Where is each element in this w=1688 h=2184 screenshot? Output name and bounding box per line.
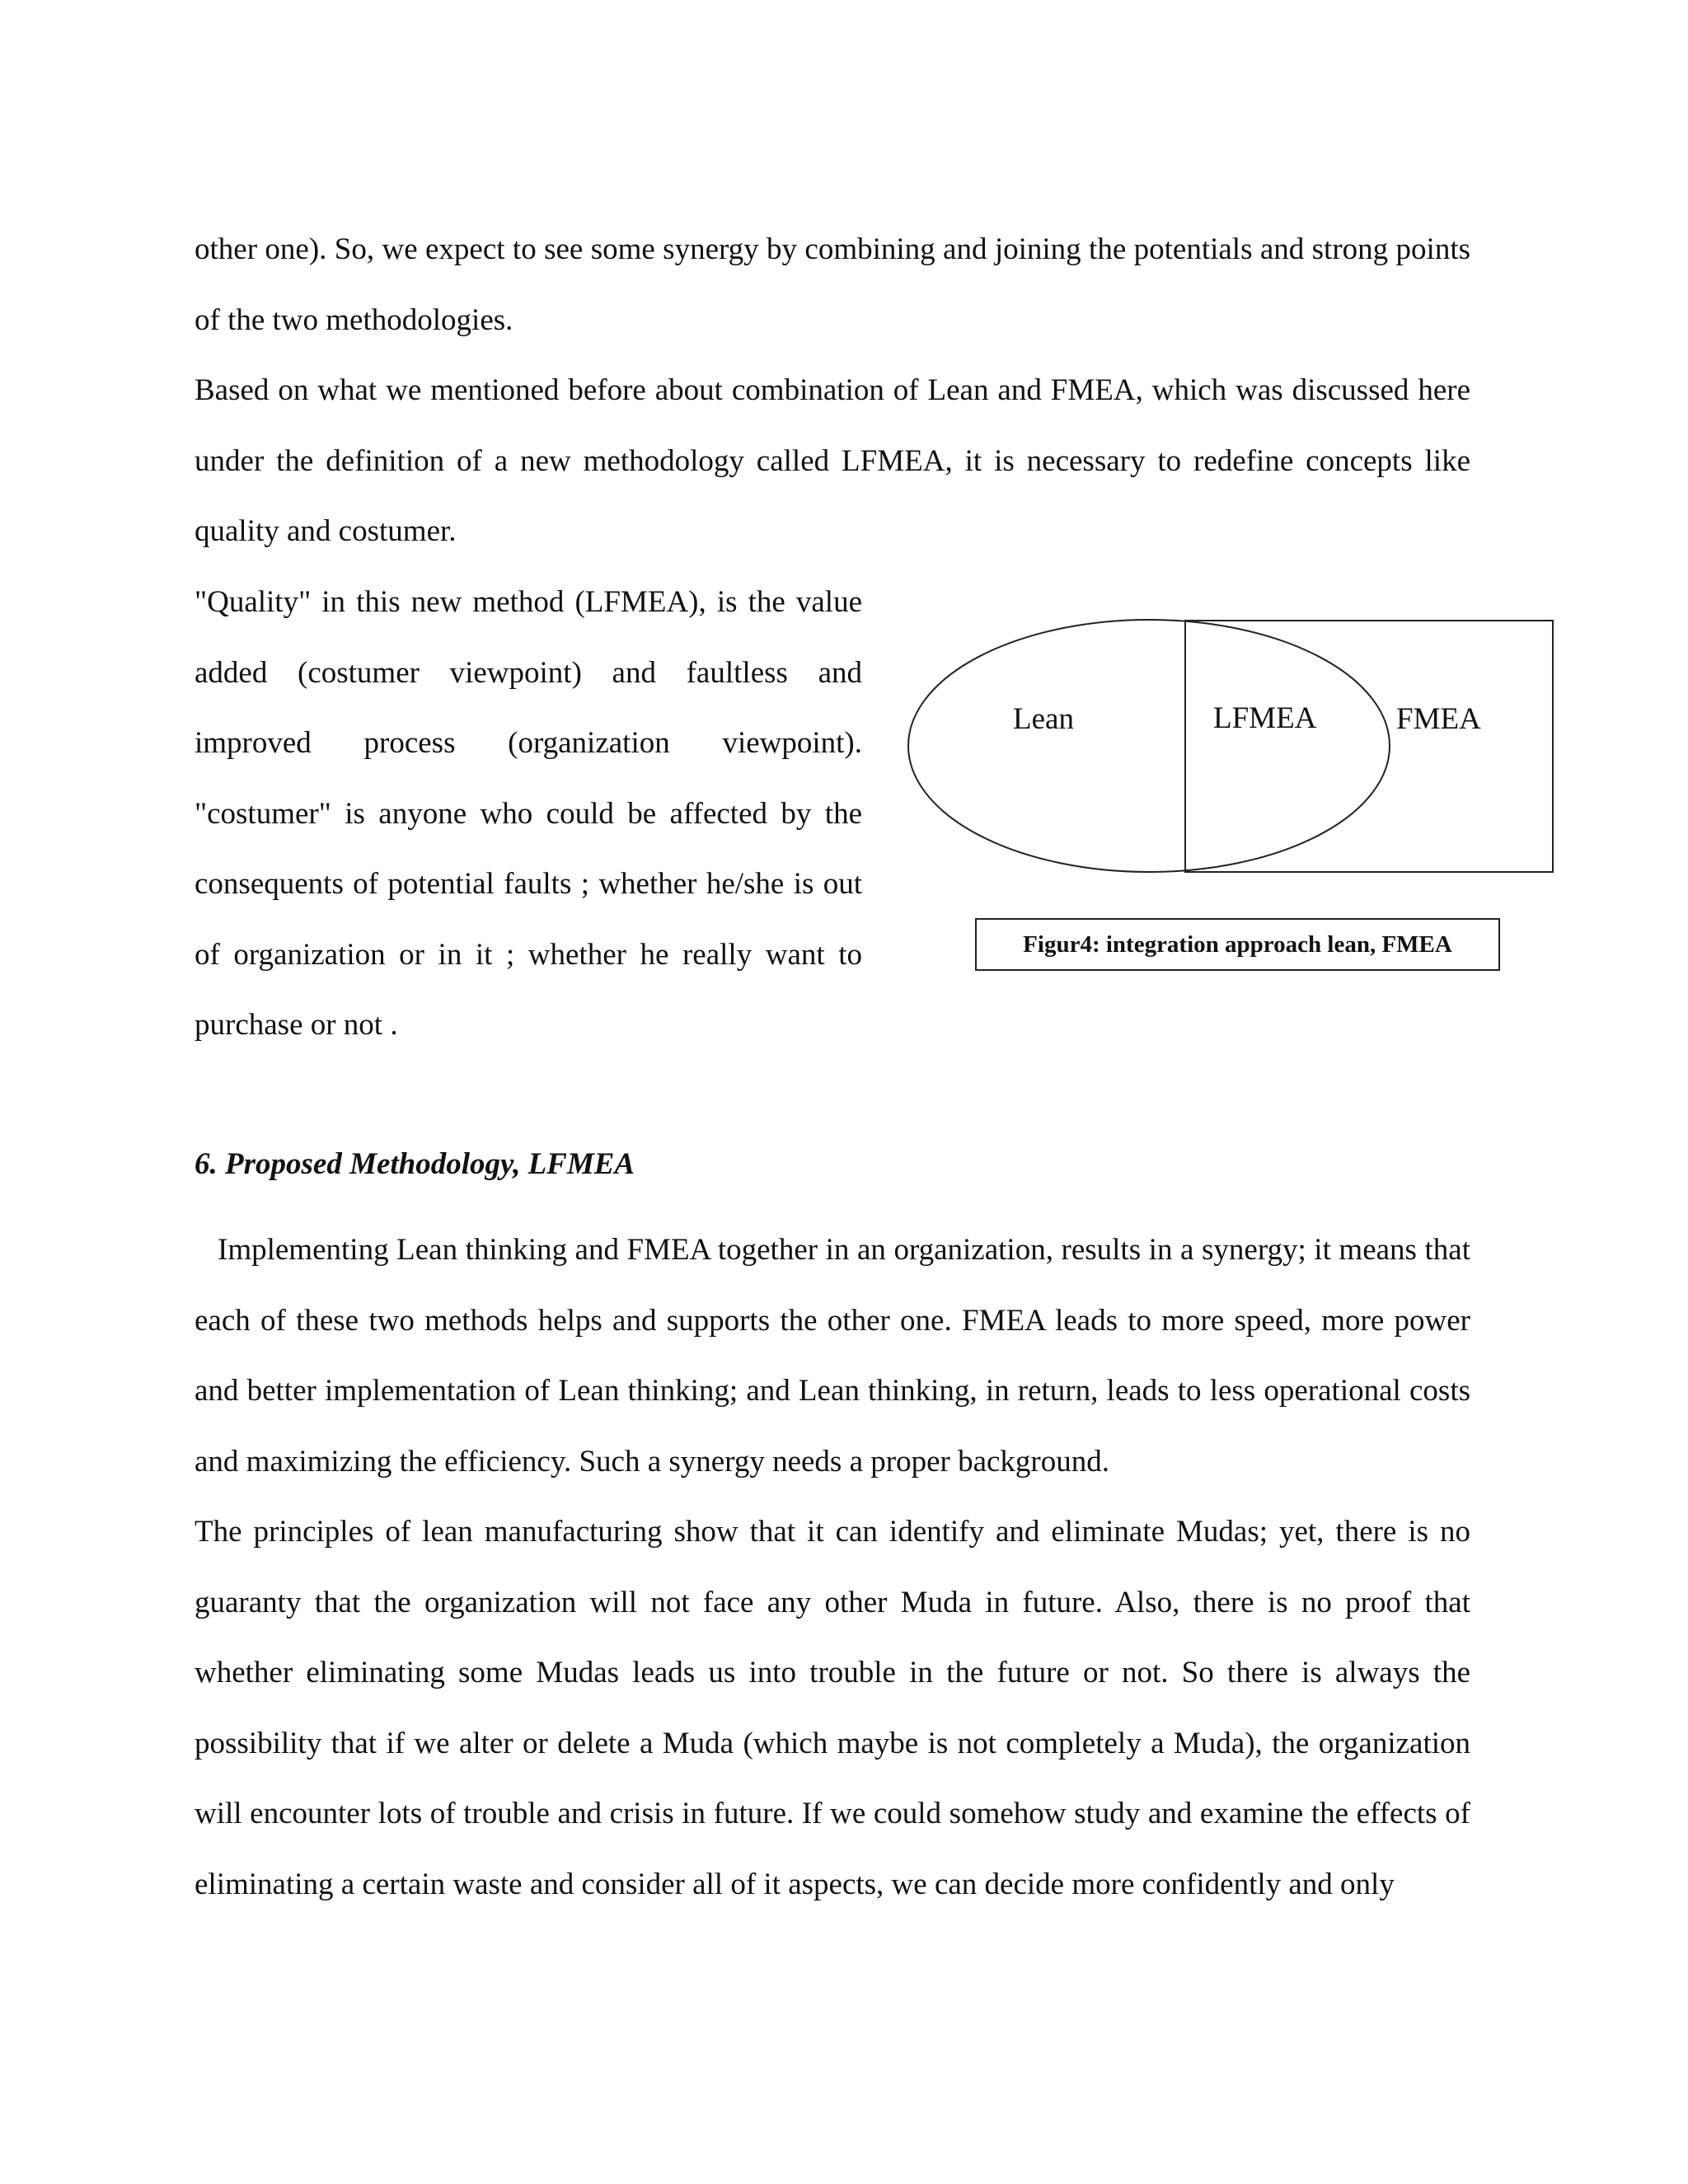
section-heading: 6. Proposed Methodology, LFMEA xyxy=(195,1147,635,1181)
paragraph-continuation: other one). So, we expect to see some synergy by combining and joining the potentials and strong points of the two methodologies. xyxy=(195,232,1470,337)
paragraph-lean-principles: The principles of lean manufacturing show that it can identify and eliminate Mudas; yet, there is no guaranty that the organization will not face any other Muda in future. Also, there is no proof that whether eliminating some Mudas leads us into trouble in the future or not. So there is always the possibility that if we alter or delete a Muda (which maybe is not completely a Muda), the organization will encounter lots of trouble and crisis in future. If we could somehow study and examine the effects of eliminating a certain waste and consider all of it aspects, we can decide more confidently and only xyxy=(195,1515,1470,1901)
venn-diagram-figure xyxy=(903,616,1562,880)
label-fmea: FMEA xyxy=(1396,702,1481,736)
venn-diagram xyxy=(903,616,1562,880)
figure-caption: Figur4: integration approach lean, FMEA xyxy=(975,918,1500,971)
paragraph-quality-costumer: "Quality" in this new method (LFMEA), is the value added (costumer viewpoint) and faultless and improved process (organization viewpoint). "costumer" is anyone who could be affected by the consequents of potential faults ; whether he/she is out of organization or in it ; whether he really want to purchase or not . xyxy=(195,585,862,1042)
label-lfmea: LFMEA xyxy=(1213,701,1317,735)
paragraph-lfmea-definition: Based on what we mentioned before about combination of Lean and FMEA, which was discussed here under the definition of a new methodology called LFMEA, it is necessary to redefine concepts like quality and costumer. xyxy=(195,373,1470,548)
lean-ellipse xyxy=(908,620,1390,872)
label-lean: Lean xyxy=(1013,702,1074,736)
paragraph-synergy: Implementing Lean thinking and FMEA together in an organization, results in a synergy; it means that each of these two methods helps and supports the other one. FMEA leads to more speed, more power and better implementation of Lean thinking; and Lean thinking, in return, leads to less operational costs and maximizing the efficiency. Such a synergy needs a proper background. xyxy=(195,1233,1470,1479)
fmea-rectangle xyxy=(1185,621,1553,872)
